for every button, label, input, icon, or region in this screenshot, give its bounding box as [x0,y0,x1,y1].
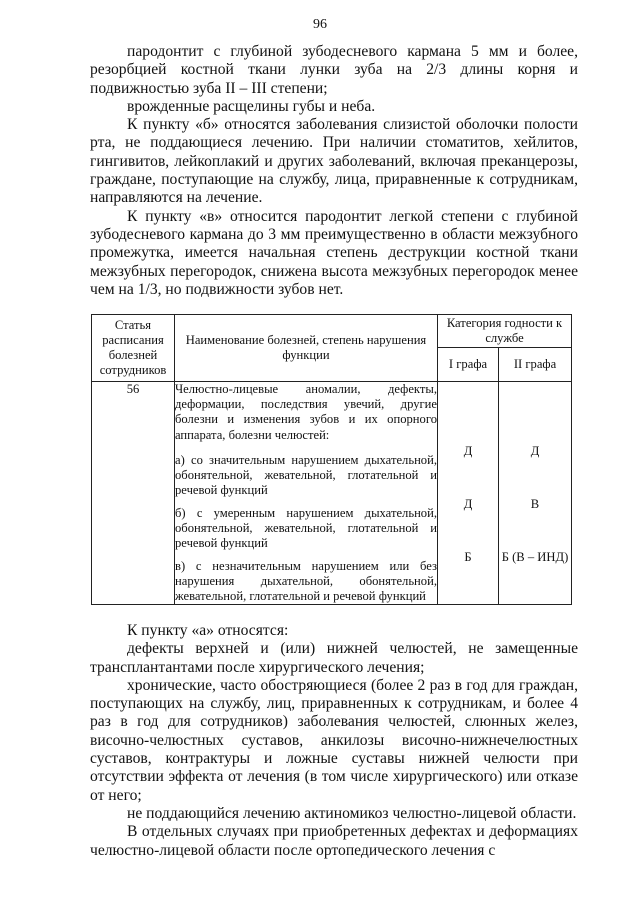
disease-intro: Челюстно-лицевые аномалии, дефекты, деформации, последствия увечий, другие болезни и изменения зубов и их опорного аппарата, болезни челюстей: [175,382,437,442]
grade-col2-a: Д [530,444,540,458]
disease-cell [175,382,438,605]
article-number: 56 [92,382,175,605]
paragraph: врожденные расщелины губы и неба. [127,97,376,115]
disease-item-a: а) со значительным нарушением дыхательной, обонятельной, жевательной, глотательной и речевой функций [175,452,437,498]
page-number: 96 [313,17,327,32]
table-row [92,382,572,605]
grade-col1-a: Д [463,444,473,458]
grade-col2-c: Б (В – ИНД) [501,550,569,564]
disease-item-b: б) с умеренным нарушением дыхательной, обонятельной, жевательной, глотательной и речевой функций [175,505,437,551]
header-article: Статья расписания болезней сотрудников [92,315,175,382]
header-category: Категория годности к службе [438,315,572,348]
grade-col1-b: Д [463,497,473,511]
disease-schedule-table [91,314,572,605]
text-block-bottom [90,622,578,860]
header-col2: II графа [499,348,572,382]
grade-col2-b: В [530,497,540,511]
header-col1: I графа [438,348,499,382]
header-disease: Наименование болезней, степень нарушения функции [175,315,438,382]
text-block-top [90,43,578,299]
paragraph: хронические, часто обостряющиеся (более 2 раз в год для граждан, поступающих на службу, лиц, приравненных к сотрудникам, и более 4 раз в год для сотрудников) заболевания челюстей, слюнных желез, височно-челюстных суставов, анкилозы височно-нижнечелюстных суставов, контрактуры и ложные суставы нижней челюсти при отсутствии эффекта от лечения (в том числе хирургического) или отказе от него; [90,676,578,804]
paragraph: пародонтит с глубиной зубодесневого кармана 5 мм и более, резорбцией костной ткани лунки зуба на 2/3 длины корня и подвижностью зуба II – III степени; [90,43,578,97]
disease-item-c: в) с незначительным нарушением или без нарушения дыхательной, обонятельной, жевательной, глотательной и речевой функций [175,558,437,604]
grade-col1-cell [438,382,499,605]
paragraph: В отдельных случаях при приобретенных дефектах и деформациях челюстно-лицевой области после ортопедического лечения с [90,823,578,859]
grade-col2-cell [499,382,572,605]
paragraph: К пункту «б» относятся заболевания слизистой оболочки полости рта, не поддающиеся лечению. При наличии стоматитов, хейлитов, гингивитов, лейкоплакий и других заболеваний, включая преканцерозы, граждане, поступающие на службу, лица, приравненные к сотрудникам, направляются на лечение. [90,116,578,207]
paragraph: дефекты верхней и (или) нижней челюстей, не замещенные трансплантантами после хирургического лечения; [90,640,578,676]
paragraph: К пункту «в» относится пародонтит легкой степени с глубиной зубодесневого кармана до 3 мм преимущественно в области межзубного промежутка, имеется начальная степень деструкции костной ткани межзубных перегородок, снижена высота межзубных перегородок менее чем на 1/3, но подвижности зубов нет. [90,207,578,298]
paragraph: не поддающийся лечению актиномикоз челюстно-лицевой области. [127,804,577,822]
grade-col1-c: Б [464,550,472,564]
paragraph: К пункту «а» относятся: [127,622,289,639]
